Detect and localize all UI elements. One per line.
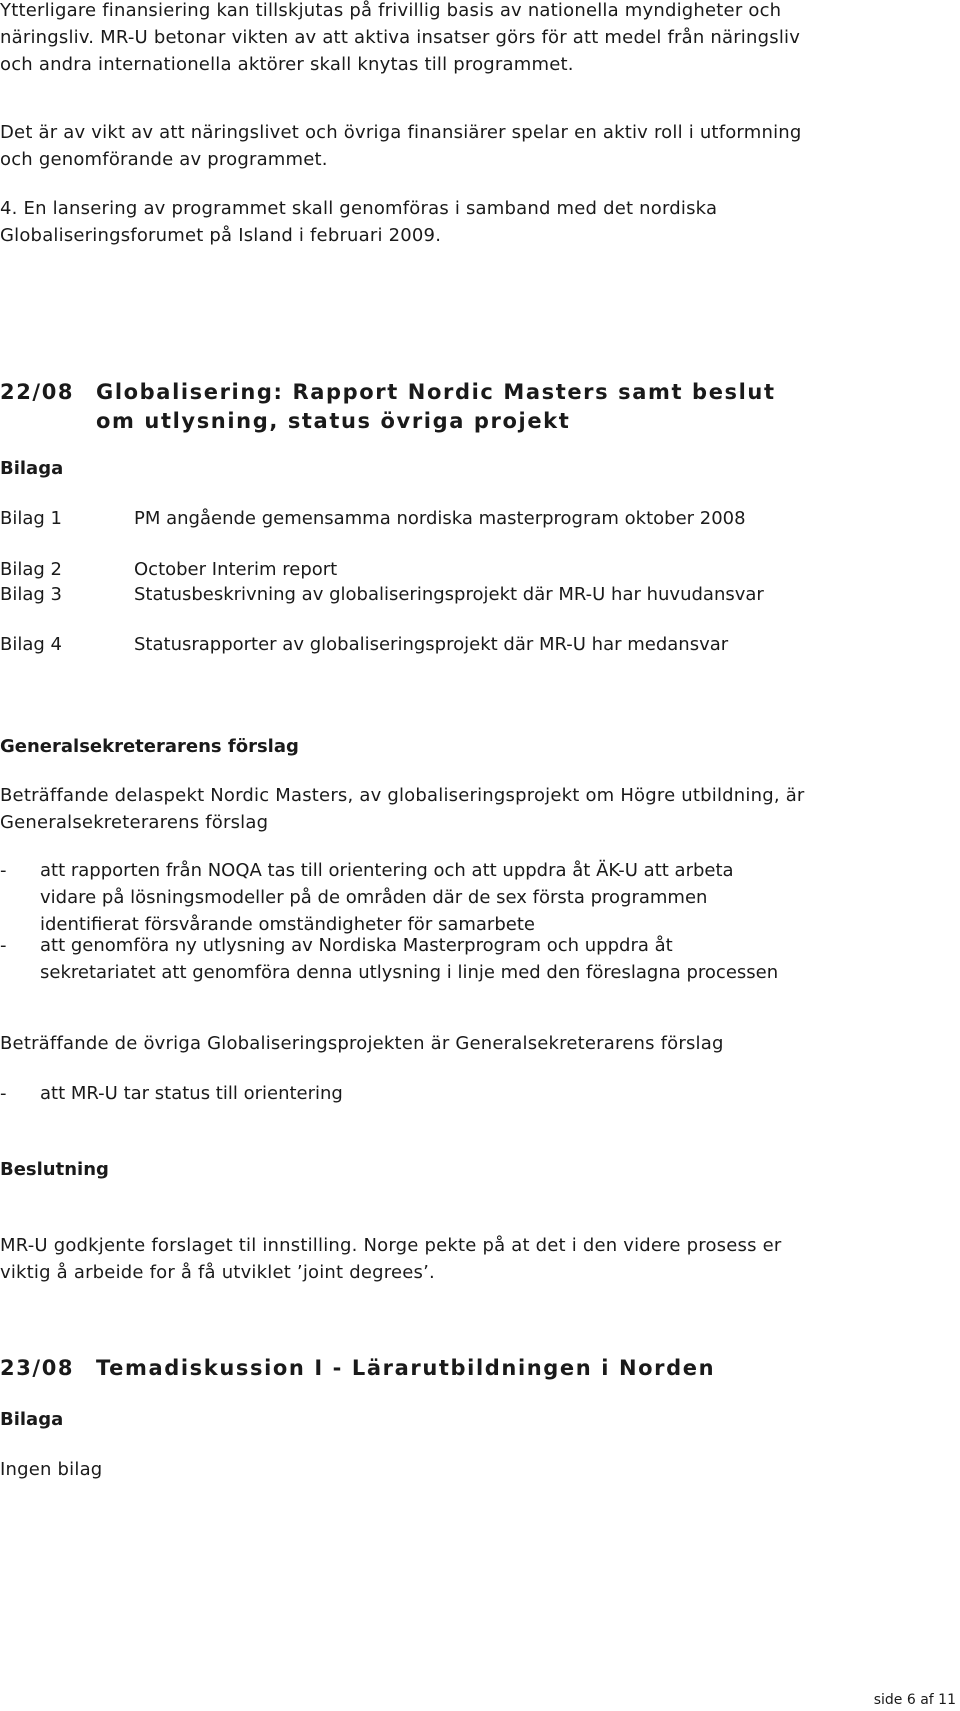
section-23-number: 23/08 [0, 1356, 75, 1380]
beslut-text: MR-U godkjente forslaget til innstilling. Norge pekte på at det i den videre prosess er viktig å arbeide for å få utviklet ’joint degrees’. [0, 1235, 782, 1283]
section-23-title: Temadiskussion I - Lärarutbildningen i Norden [96, 1356, 716, 1380]
section-23-heading [0, 1354, 820, 1383]
beslut-heading: Beslutning [0, 1159, 109, 1180]
list-dash: - [0, 935, 7, 956]
forslag-intro: Beträffande delaspekt Nordic Masters, av globaliseringsprojekt om Högre utbildning, är Generalsekreterarens förslag [0, 785, 805, 833]
section-23-bilaga-text: Ingen bilag [0, 1459, 103, 1480]
forslag-other: Beträffande de övriga Globaliseringsprojekten är Generalsekreterarens förslag [0, 1033, 724, 1054]
intro-paragraph-3: 4. En lansering av programmet skall genomföras i samband med det nordiska Globaliseringsforumet på Island i februari 2009. [0, 198, 718, 246]
bilag-description: Statusrapporter av globaliseringsprojekt där MR-U har medansvar [134, 634, 729, 655]
list-item-text: att MR-U tar status till orientering [40, 1083, 343, 1104]
section-23-bilaga-heading: Bilaga [0, 1409, 64, 1430]
bilag-description: Statusbeskrivning av globaliseringsprojekt där MR-U har huvudansvar [134, 584, 764, 605]
section-22-heading [0, 378, 820, 436]
bilag-label: Bilag 4 [0, 634, 62, 655]
list-item-text: att rapporten från NOQA tas till orientering och att uppdra åt ÄK-U att arbeta vidare på lösningsmodeller på de områden där de sex första programmen identifierat försvårande omständigheter för samarbete [40, 860, 734, 935]
intro-paragraph-1: Ytterligare finansiering kan tillskjutas på frivillig basis av nationella myndigheter och näringsliv. MR-U betonar vikten av att aktiva insatser görs för att medel från näringsliv och andra internationella aktörer skall knytas till programmet. [0, 0, 801, 75]
list-item-text: att genomföra ny utlysning av Nordiska Masterprogram och uppdra åt sekretariatet att genomföra denna utlysning i linje med den föreslagna processen [40, 935, 779, 983]
forslag-heading: Generalsekreterarens förslag [0, 736, 299, 757]
list-dash: - [0, 860, 7, 881]
bilag-description: October Interim report [134, 559, 338, 580]
section-22-title: Globalisering: Rapport Nordic Masters samt beslut om utlysning, status övriga projekt [96, 380, 776, 433]
section-22-number: 22/08 [0, 380, 75, 404]
page-number: side 6 af 11 [873, 1692, 956, 1708]
section-22-bilaga-heading: Bilaga [0, 458, 64, 479]
bilag-label: Bilag 2 [0, 559, 62, 580]
list-dash: - [0, 1083, 7, 1104]
bilag-description: PM angående gemensamma nordiska masterprogram oktober 2008 [134, 508, 746, 529]
intro-paragraph-2: Det är av vikt av att näringslivet och övriga finansiärer spelar en aktiv roll i utformning och genomförande av programmet. [0, 122, 802, 170]
bilag-label: Bilag 3 [0, 584, 62, 605]
bilag-label: Bilag 1 [0, 508, 62, 529]
